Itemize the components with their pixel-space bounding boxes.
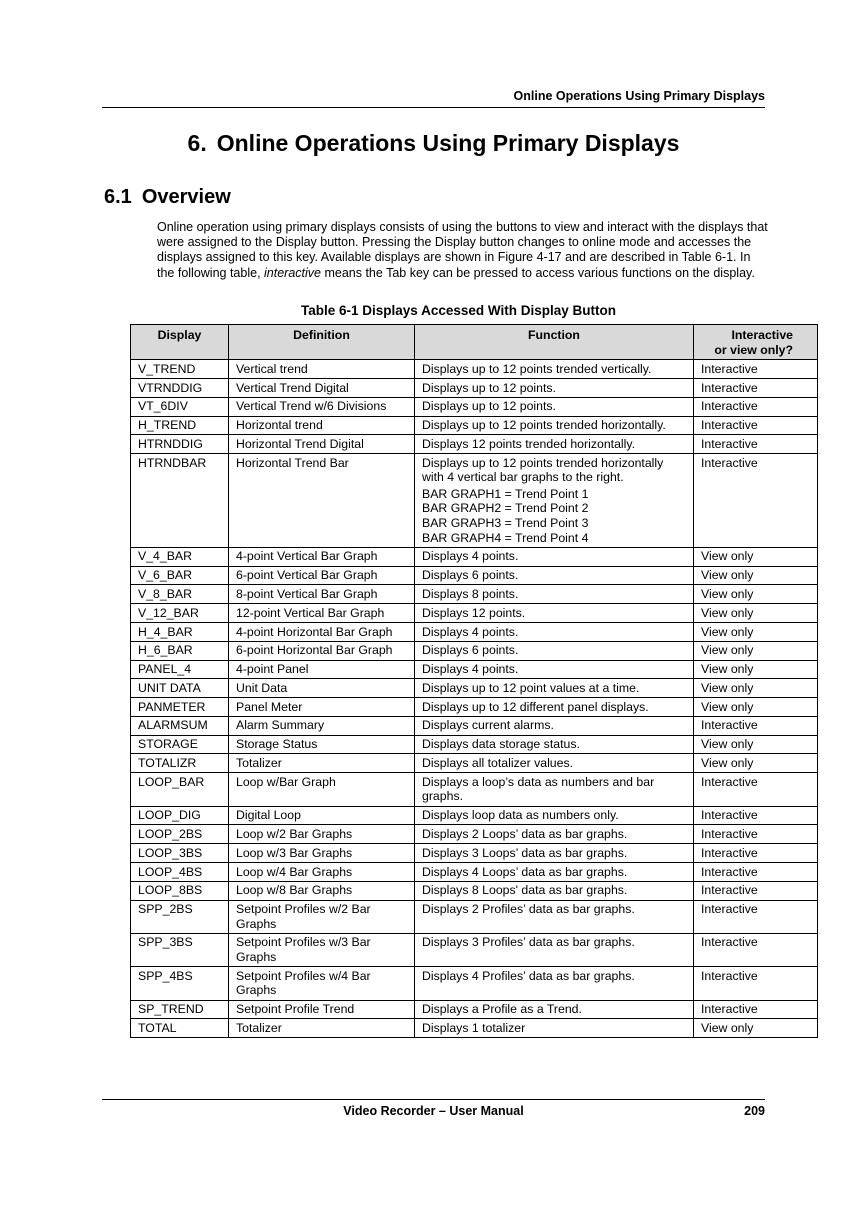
table-row [131, 967, 818, 1000]
cell-definition: Loop w/8 Bar Graphs [229, 881, 415, 900]
cell-function: Displays 12 points. [415, 604, 694, 623]
cell-display: V_8_BAR [131, 585, 229, 604]
cell-function: Displays up to 12 points. [415, 397, 694, 416]
cell-definition: Horizontal Trend Digital [229, 435, 415, 454]
cell-display: LOOP_BAR [131, 773, 229, 806]
table-row [131, 900, 818, 933]
cell-function: Displays 4 points. [415, 547, 694, 566]
table-row [131, 435, 818, 454]
cell-definition: Loop w/3 Bar Graphs [229, 844, 415, 863]
cell-mode: Interactive [694, 900, 818, 933]
cell-function: Displays 3 Loops’ data as bar graphs. [415, 844, 694, 863]
cell-definition: Storage Status [229, 735, 415, 754]
cell-mode: Interactive [694, 933, 818, 966]
cell-definition: Setpoint Profiles w/2 Bar Graphs [229, 900, 415, 933]
cell-display: ALARMSUM [131, 716, 229, 735]
cell-display: V_6_BAR [131, 566, 229, 585]
cell-function: Displays up to 12 point values at a time. [415, 679, 694, 698]
cell-definition: Panel Meter [229, 698, 415, 717]
cell-function: Displays 8 Loops' data as bar graphs. [415, 881, 694, 900]
table-row [131, 641, 818, 660]
table-row [131, 844, 818, 863]
cell-mode: Interactive [694, 825, 818, 844]
cell-definition: Setpoint Profiles w/3 Bar Graphs [229, 933, 415, 966]
table-row [131, 660, 818, 679]
cell-definition: 4-point Vertical Bar Graph [229, 547, 415, 566]
cell-definition: 8-point Vertical Bar Graph [229, 585, 415, 604]
cell-display: HTRNDBAR [131, 454, 229, 548]
table-row [131, 881, 818, 900]
cell-display: LOOP_3BS [131, 844, 229, 863]
col-header-function: Function [415, 325, 694, 360]
cell-mode: Interactive [694, 416, 818, 435]
cell-mode: Interactive [694, 435, 818, 454]
running-header: Online Operations Using Primary Displays [513, 89, 765, 103]
cell-display: VTRNDDIG [131, 378, 229, 397]
section-number: 6.1 [104, 186, 132, 208]
cell-mode: View only [694, 1019, 818, 1038]
cell-function: Displays current alarms. [415, 716, 694, 735]
cell-mode: Interactive [694, 844, 818, 863]
cell-function: Displays 4 points. [415, 622, 694, 641]
intro-emphasis: interactive [264, 265, 321, 280]
table-caption: Table 6-1 Displays Accessed With Display Button [301, 303, 616, 318]
cell-definition: Loop w/Bar Graph [229, 773, 415, 806]
footer-title: Video Recorder – User Manual [343, 1104, 524, 1118]
chapter-title [0, 130, 867, 157]
cell-definition: 4-point Panel [229, 660, 415, 679]
cell-mode: Interactive [694, 967, 818, 1000]
cell-function [415, 454, 694, 548]
cell-mode: View only [694, 698, 818, 717]
table-row [131, 566, 818, 585]
cell-mode: Interactive [694, 378, 818, 397]
cell-function: Displays up to 12 different panel displays. [415, 698, 694, 717]
cell-display: V_12_BAR [131, 604, 229, 623]
cell-mode: Interactive [694, 1000, 818, 1019]
intro-text-1: Online operation using primary displays consists of using the buttons to view and interact with the displays that were assigned to the Display button. Pressing the Display button changes to online mode and accesses the displays assigned to this key. Available displays are shown in Figure 4-17 and are described in Table 6-1. In the following table, [157, 220, 768, 280]
cell-mode: Interactive [694, 360, 818, 379]
cell-display: SPP_2BS [131, 900, 229, 933]
cell-mode: View only [694, 566, 818, 585]
table-row [131, 604, 818, 623]
intro-paragraph [157, 220, 771, 281]
cell-definition: Setpoint Profiles w/4 Bar Graphs [229, 967, 415, 1000]
table-row [131, 806, 818, 825]
table-body [131, 360, 818, 1038]
cell-definition: Vertical Trend Digital [229, 378, 415, 397]
cell-mode: Interactive [694, 881, 818, 900]
table-row [131, 698, 818, 717]
cell-function: Displays 12 points trended horizontally. [415, 435, 694, 454]
table-row [131, 825, 818, 844]
cell-display: LOOP_2BS [131, 825, 229, 844]
cell-definition: 4-point Horizontal Bar Graph [229, 622, 415, 641]
cell-mode: View only [694, 547, 818, 566]
cell-definition: Totalizer [229, 754, 415, 773]
cell-function: Displays data storage status. [415, 735, 694, 754]
cell-display: UNIT DATA [131, 679, 229, 698]
cell-display: SP_TREND [131, 1000, 229, 1019]
cell-definition: Vertical Trend w/6 Divisions [229, 397, 415, 416]
table-row [131, 378, 818, 397]
cell-function: Displays 4 Loops’ data as bar graphs. [415, 862, 694, 881]
col-header-interactive-line2: or view only? [714, 342, 793, 357]
table-row [131, 547, 818, 566]
cell-display: H_TREND [131, 416, 229, 435]
cell-definition: Totalizer [229, 1019, 415, 1038]
cell-display: VT_6DIV [131, 397, 229, 416]
cell-function-text: Displays up to 12 points trended horizontally with 4 vertical bar graphs to the right. [422, 455, 664, 485]
cell-definition: 6-point Horizontal Bar Graph [229, 641, 415, 660]
table-row [131, 754, 818, 773]
table-row [131, 773, 818, 806]
cell-definition: 6-point Vertical Bar Graph [229, 566, 415, 585]
section-title [104, 186, 231, 209]
cell-display: PANEL_4 [131, 660, 229, 679]
cell-display: H_4_BAR [131, 622, 229, 641]
col-header-interactive-line1: Interactive [731, 328, 793, 342]
cell-mode: View only [694, 585, 818, 604]
cell-mode: View only [694, 641, 818, 660]
cell-definition: Horizontal trend [229, 416, 415, 435]
col-header-interactive [694, 325, 818, 360]
cell-mode: View only [694, 735, 818, 754]
cell-function: Displays 4 Profiles’ data as bar graphs. [415, 967, 694, 1000]
table-row [131, 862, 818, 881]
cell-mode: View only [694, 604, 818, 623]
chapter-title-text: Online Operations Using Primary Displays [216, 130, 680, 156]
cell-display: STORAGE [131, 735, 229, 754]
cell-display: TOTAL [131, 1019, 229, 1038]
intro-text-2: means the Tab key can be pressed to access various functions on the display. [321, 265, 755, 280]
cell-definition: Loop w/4 Bar Graphs [229, 862, 415, 881]
cell-display: SPP_3BS [131, 933, 229, 966]
cell-mode: Interactive [694, 773, 818, 806]
cell-mode: View only [694, 660, 818, 679]
cell-function: Displays a loop’s data as numbers and bar graphs. [415, 773, 694, 806]
table-row [131, 416, 818, 435]
cell-function: Displays 8 points. [415, 585, 694, 604]
col-header-display: Display [131, 325, 229, 360]
cell-definition: Loop w/2 Bar Graphs [229, 825, 415, 844]
bar-graph-note: BAR GRAPH2 = Trend Point 2 [422, 501, 589, 516]
cell-function: Displays 6 points. [415, 566, 694, 585]
cell-mode: Interactive [694, 716, 818, 735]
footer-rule [102, 1099, 765, 1100]
cell-definition: Setpoint Profile Trend [229, 1000, 415, 1019]
cell-function: Displays 2 Profiles’ data as bar graphs. [415, 900, 694, 933]
table-row [131, 1019, 818, 1038]
cell-function: Displays up to 12 points. [415, 378, 694, 397]
section-title-text: Overview [141, 186, 231, 208]
table-row [131, 397, 818, 416]
cell-definition: Digital Loop [229, 806, 415, 825]
cell-function: Displays up to 12 points trended horizontally. [415, 416, 694, 435]
table-row [131, 933, 818, 966]
cell-mode: Interactive [694, 806, 818, 825]
page-number: 209 [744, 1104, 765, 1118]
cell-function: Displays a Profile as a Trend. [415, 1000, 694, 1019]
cell-mode: Interactive [694, 397, 818, 416]
cell-function: Displays 6 points. [415, 641, 694, 660]
cell-function: Displays 4 points. [415, 660, 694, 679]
cell-function: Displays 3 Profiles’ data as bar graphs. [415, 933, 694, 966]
cell-display: LOOP_DIG [131, 806, 229, 825]
table-row [131, 1000, 818, 1019]
cell-definition: Unit Data [229, 679, 415, 698]
chapter-number: 6. [187, 130, 207, 156]
cell-display: H_6_BAR [131, 641, 229, 660]
cell-function: Displays 2 Loops’ data as bar graphs. [415, 825, 694, 844]
cell-display: HTRNDDIG [131, 435, 229, 454]
cell-display: LOOP_4BS [131, 862, 229, 881]
cell-definition: Vertical trend [229, 360, 415, 379]
table-row [131, 454, 818, 548]
cell-function: Displays 1 totalizer [415, 1019, 694, 1038]
cell-mode: View only [694, 622, 818, 641]
cell-mode: View only [694, 754, 818, 773]
table-row [131, 360, 818, 379]
cell-mode: Interactive [694, 454, 818, 548]
cell-definition: 12-point Vertical Bar Graph [229, 604, 415, 623]
cell-mode: Interactive [694, 862, 818, 881]
bar-graph-note: BAR GRAPH1 = Trend Point 1 [422, 486, 589, 501]
cell-function: Displays up to 12 points trended vertically. [415, 360, 694, 379]
table-row [131, 735, 818, 754]
cell-display: V_4_BAR [131, 547, 229, 566]
cell-display: TOTALIZR [131, 754, 229, 773]
table-row [131, 585, 818, 604]
cell-display: LOOP_8BS [131, 881, 229, 900]
bar-graph-note: BAR GRAPH3 = Trend Point 3 [422, 516, 589, 531]
cell-function: Displays loop data as numbers only. [415, 806, 694, 825]
table-row [131, 622, 818, 641]
cell-mode: View only [694, 679, 818, 698]
bar-graph-note: BAR GRAPH4 = Trend Point 4 [422, 530, 589, 545]
table-row [131, 679, 818, 698]
table-header-row [131, 325, 818, 360]
cell-display: V_TREND [131, 360, 229, 379]
cell-display: SPP_4BS [131, 967, 229, 1000]
displays-table [130, 324, 818, 1038]
cell-function: Displays all totalizer values. [415, 754, 694, 773]
header-rule [102, 107, 765, 108]
cell-definition: Alarm Summary [229, 716, 415, 735]
cell-definition: Horizontal Trend Bar [229, 454, 415, 548]
col-header-definition: Definition [229, 325, 415, 360]
cell-display: PANMETER [131, 698, 229, 717]
table-row [131, 716, 818, 735]
